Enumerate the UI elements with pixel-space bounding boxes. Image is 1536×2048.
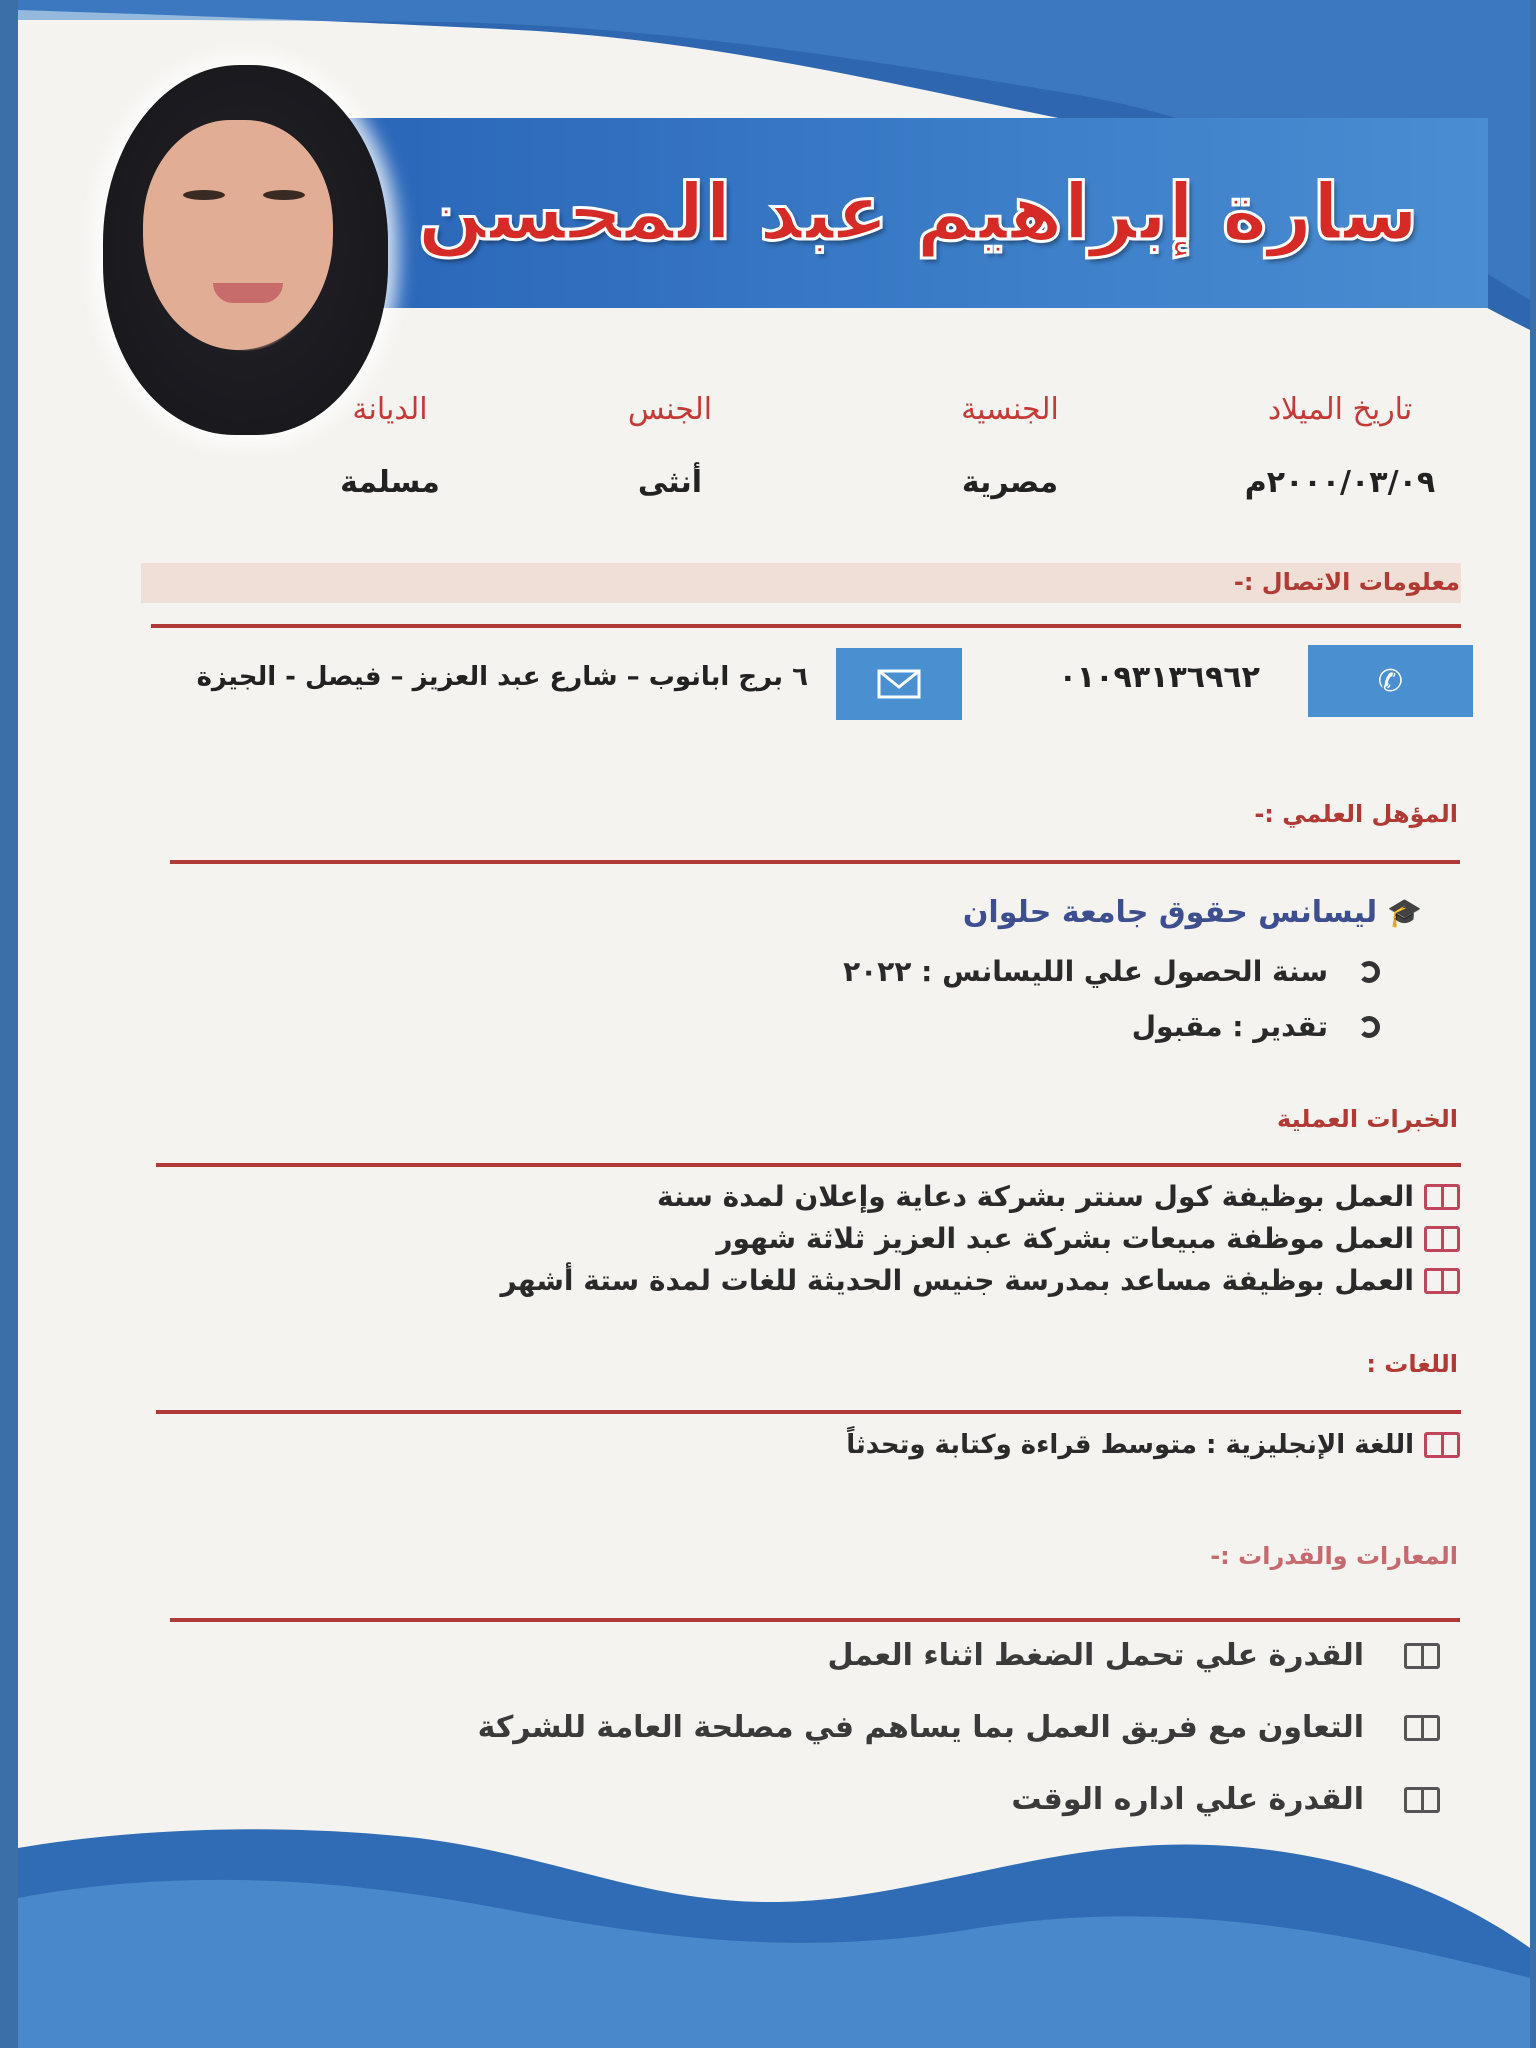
candidate-name: سارة إبراهيم عبد المحسن bbox=[417, 168, 1419, 258]
info-value: أنثى bbox=[637, 465, 703, 500]
info-value: مسلمة bbox=[340, 465, 440, 500]
skill-item bbox=[828, 1638, 1440, 1673]
education-item bbox=[1132, 1010, 1380, 1043]
contact-divider bbox=[151, 624, 1461, 628]
experience-section-title: الخبرات العملية bbox=[1277, 1105, 1458, 1133]
book-icon bbox=[1424, 1184, 1460, 1210]
degree-text: ليسانس حقوق جامعة حلوان bbox=[962, 895, 1378, 930]
skill-item bbox=[1011, 1782, 1440, 1817]
cv-paper bbox=[18, 0, 1530, 2048]
experience-item-text: العمل موظفة مبيعات بشركة عبد العزيز ثلاثة شهور bbox=[716, 1222, 1414, 1255]
info-label: تاريخ الميلاد bbox=[1267, 392, 1413, 427]
photo-eye-right bbox=[263, 190, 305, 200]
info-religion bbox=[290, 392, 490, 500]
photo-face bbox=[143, 120, 333, 350]
languages-section-title: اللغات : bbox=[1366, 1350, 1458, 1378]
skill-item bbox=[478, 1710, 1440, 1745]
experience-item-text: العمل بوظيفة مساعد بمدرسة جنيس الحديثة للغات لمدة ستة أشهر bbox=[500, 1264, 1414, 1297]
address: ٦ برج ابانوب – شارع عبد العزيز – فيصل - الجيزة bbox=[196, 662, 808, 692]
experience-item bbox=[657, 1180, 1460, 1213]
education-divider bbox=[170, 860, 1460, 864]
skill-item-text: التعاون مع فريق العمل بما يساهم في مصلحة العامة للشركة bbox=[477, 1710, 1364, 1745]
experience-item-text: العمل بوظيفة كول سنتر بشركة دعاية وإعلان لمدة سنة bbox=[656, 1180, 1414, 1213]
info-value: ٢٠٠٠/٠٣/٠٩م bbox=[1244, 465, 1436, 500]
graduation-cap-icon: 🎓 bbox=[1387, 896, 1422, 929]
book-icon bbox=[1424, 1226, 1460, 1252]
book-icon bbox=[1424, 1432, 1460, 1458]
envelope-icon bbox=[836, 648, 962, 720]
languages-divider bbox=[156, 1410, 1461, 1414]
education-item-text: سنة الحصول علي الليسانس : ٢٠٢٢ bbox=[843, 955, 1328, 988]
contact-section-title: معلومات الاتصال :- bbox=[1233, 568, 1460, 596]
education-section-title: المؤهل العلمي :- bbox=[1254, 800, 1458, 828]
book-icon bbox=[1404, 1787, 1440, 1813]
book-icon bbox=[1424, 1268, 1460, 1294]
info-label: الجنس bbox=[627, 392, 713, 427]
book-icon bbox=[1404, 1715, 1440, 1741]
profile-photo bbox=[103, 65, 388, 435]
info-label: الديانة bbox=[352, 392, 428, 427]
skills-section-title: المعارات والقدرات :- bbox=[1210, 1542, 1458, 1570]
info-label: الجنسية bbox=[961, 392, 1059, 427]
phone-icon: ✆ bbox=[1308, 645, 1473, 717]
education-item-text: تقدير : مقبول bbox=[1131, 1010, 1328, 1043]
book-icon bbox=[1404, 1643, 1440, 1669]
degree-line bbox=[963, 895, 1422, 930]
photo-mouth bbox=[213, 283, 283, 303]
bullet-icon bbox=[1358, 1016, 1380, 1038]
info-birthdate bbox=[1210, 392, 1470, 500]
personal-info-row bbox=[18, 392, 1530, 512]
education-item bbox=[843, 955, 1380, 988]
skill-item-text: القدرة علي تحمل الضغط اثناء العمل bbox=[827, 1638, 1364, 1673]
skill-item-text: القدرة علي اداره الوقت bbox=[1011, 1782, 1364, 1817]
bullet-icon bbox=[1358, 961, 1380, 983]
skills-divider bbox=[170, 1618, 1460, 1622]
experience-divider bbox=[156, 1163, 1461, 1167]
info-nationality bbox=[910, 392, 1110, 500]
info-gender bbox=[570, 392, 770, 500]
experience-item bbox=[500, 1264, 1460, 1297]
info-value: مصرية bbox=[961, 465, 1059, 500]
photo-eye-left bbox=[183, 190, 225, 200]
experience-item bbox=[716, 1222, 1460, 1255]
name-banner bbox=[348, 118, 1488, 308]
language-item-text: اللغة الإنجليزية : متوسط قراءة وكتابة وتحدثاً bbox=[846, 1430, 1414, 1460]
language-item bbox=[846, 1430, 1460, 1460]
bottom-wave-decoration bbox=[18, 1808, 1530, 2048]
phone-number: ٠١٠٩٣١٣٦٩٦٢ bbox=[1058, 660, 1260, 695]
